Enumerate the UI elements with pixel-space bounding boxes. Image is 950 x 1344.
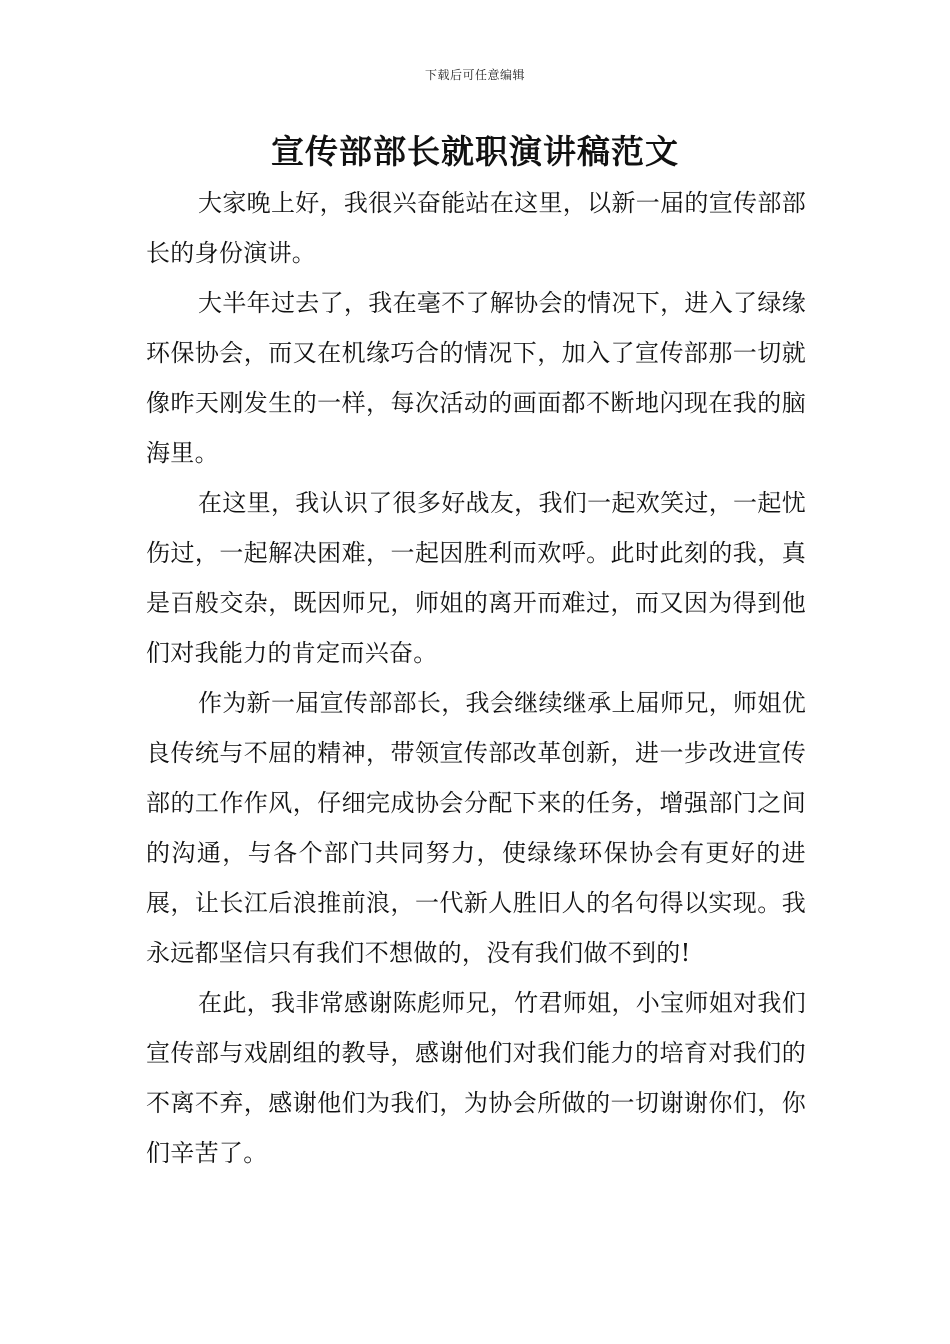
document-body bbox=[146, 178, 806, 1178]
paragraph: 在此，我非常感谢陈彪师兄，竹君师姐，小宝师姐对我们宣传部与戏剧组的教导，感谢他们对我们能力的培育对我们的不离不弃，感谢他们为我们，为协会所做的一切谢谢你们，你们辛苦了。 bbox=[146, 989, 806, 1167]
paragraph: 大家晚上好，我很兴奋能站在这里，以新一届的宣传部部长的身份演讲。 bbox=[146, 189, 806, 267]
header-note: 下载后可任意编辑 bbox=[424, 68, 525, 82]
document-title: 宣传部部长就职演讲稿范文 bbox=[271, 132, 679, 171]
paragraph: 大半年过去了，我在毫不了解协会的情况下，进入了绿缘环保协会，而又在机缘巧合的情况下，加入了宣传部那一切就像昨天刚发生的一样，每次活动的画面都不断地闪现在我的脑海里。 bbox=[146, 289, 806, 467]
paragraph: 作为新一届宣传部部长，我会继续继承上届师兄，师姐优良传统与不屈的精神，带领宣传部改革创新，进一步改进宣传部的工作作风，仔细完成协会分配下来的任务，增强部门之间的沟通，与各个部门共同努力，使绿缘环保协会有更好的进展，让长江后浪推前浪，一代新人胜旧人的名句得以实现。我永远都坚信只有我们不想做的，没有我们做不到的! bbox=[146, 689, 806, 967]
paragraph: 在这里，我认识了很多好战友，我们一起欢笑过，一起忧伤过，一起解决困难，一起因胜利而欢呼。此时此刻的我，真是百般交杂，既因师兄，师姐的离开而难过，而又因为得到他们对我能力的肯定而兴奋。 bbox=[146, 489, 806, 667]
